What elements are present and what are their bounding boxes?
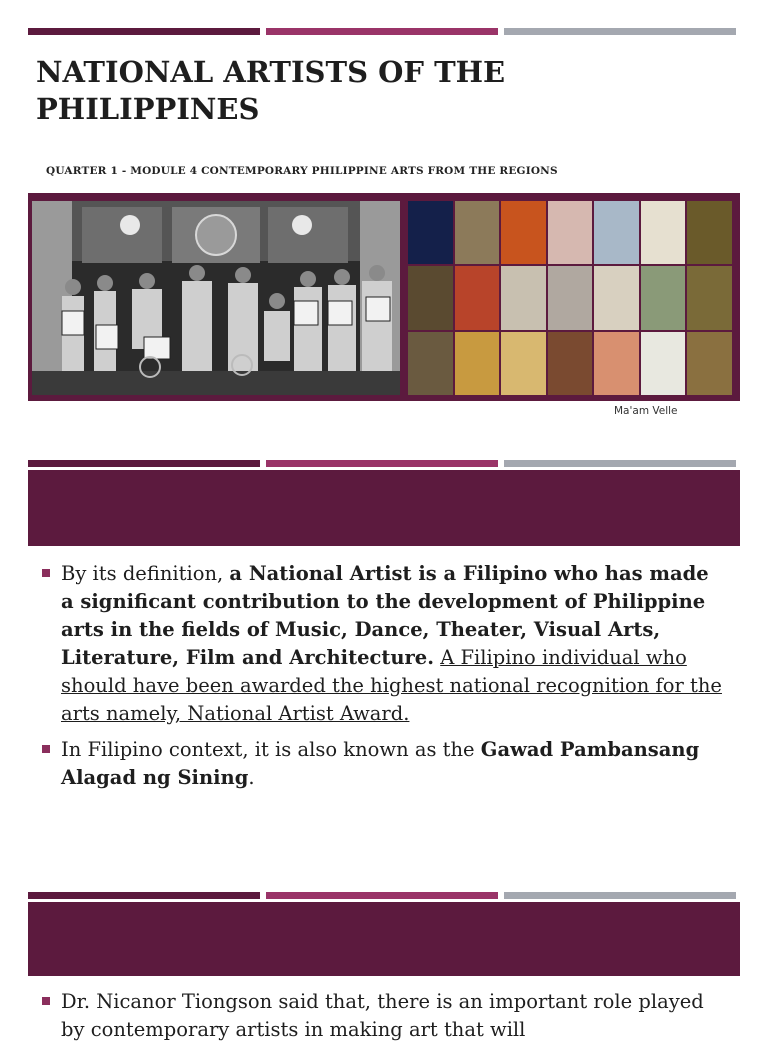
bullet-text: By its definition,	[61, 562, 230, 585]
accent-bar-magenta	[266, 28, 498, 35]
accent-bar-magenta	[266, 460, 498, 467]
accent-bar-grey	[504, 892, 736, 899]
accent-bar-maroon	[28, 460, 260, 467]
artwork-tile	[548, 266, 593, 329]
slide-accent-bars	[28, 28, 740, 35]
awardees-photo-drawing	[32, 201, 400, 395]
artwork-tile	[501, 332, 546, 395]
accent-bar-maroon	[28, 892, 260, 899]
page-title: NATIONAL ARTISTS OF THE PHILIPPINES	[36, 55, 506, 126]
artwork-tile	[687, 201, 732, 264]
artwork-tile	[594, 201, 639, 264]
artwork-tile	[501, 201, 546, 264]
slide-role	[0, 884, 768, 1041]
artwork-tile	[687, 266, 732, 329]
bullet-definition	[40, 560, 724, 728]
definition-bullets	[40, 560, 724, 800]
accent-bar-maroon	[28, 28, 260, 35]
slide-accent-bars	[28, 892, 740, 899]
artwork-tile	[641, 266, 686, 329]
bullet-text: In Filipino context, it is also known as the	[61, 738, 481, 761]
artwork-tile	[641, 332, 686, 395]
accent-bar-magenta	[266, 892, 498, 899]
bullet-underlined-text: A Filipino individual who should have been awarded the highest national recognition for the arts namely, National Artist Award.	[61, 646, 722, 725]
artwork-tile	[641, 201, 686, 264]
artwork-tile	[408, 332, 453, 395]
artwork-tile	[501, 266, 546, 329]
artwork-tile	[594, 332, 639, 395]
bullet-filipino-context	[40, 736, 724, 792]
bullet-bold-text: a National Artist is a Filipino who has made a significant contribution to the development of Philippine arts in the fields of Music, Dance, Theater, Visual Arts, Literature, Film and Architecture.	[61, 562, 709, 669]
bullet-text: .	[248, 766, 255, 789]
slide-title	[0, 0, 768, 440]
photo-frame	[28, 193, 740, 401]
accent-bar-grey	[504, 28, 736, 35]
artwork-tile	[548, 332, 593, 395]
slide-header-band	[28, 470, 740, 546]
artwork-tile	[594, 266, 639, 329]
bullet-bold-text: Gawad Pambansang Alagad ng Sining	[61, 738, 700, 789]
artwork-tile	[455, 332, 500, 395]
slide-accent-bars	[28, 460, 740, 467]
artworks-collage	[408, 201, 732, 395]
artwork-tile	[455, 201, 500, 264]
slide-header-band	[28, 902, 740, 976]
artwork-tile	[408, 266, 453, 329]
artwork-tile	[687, 332, 732, 395]
artwork-tile	[548, 201, 593, 264]
artwork-tile	[455, 266, 500, 329]
bullet-tiongson: Dr. Nicanor Tiongson said that, there is an important role played by contemporary artists in making art that will	[40, 988, 724, 1044]
artwork-tile	[408, 201, 453, 264]
slide-definition	[0, 452, 768, 880]
awardees-photo	[32, 201, 400, 395]
page-subtitle: QUARTER 1 - MODULE 4 CONTEMPORARY PHILIPPINE ARTS FROM THE REGIONS	[46, 165, 558, 177]
role-bullets	[40, 988, 724, 1052]
accent-bar-grey	[504, 460, 736, 467]
author-caption: Ma'am Velle	[614, 405, 678, 417]
